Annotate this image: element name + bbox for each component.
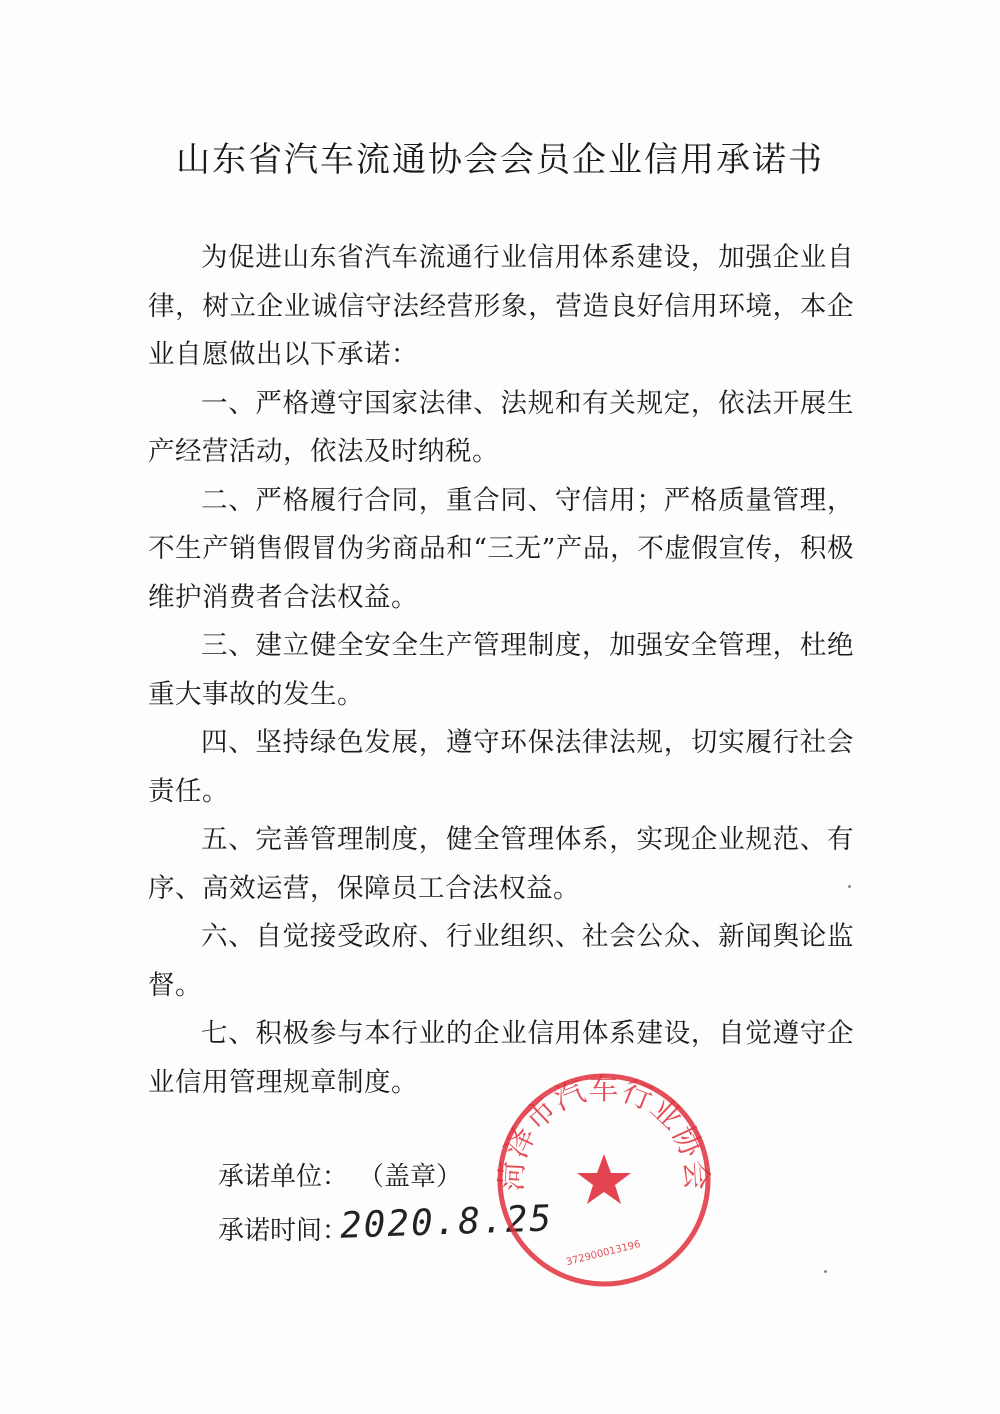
paragraph-intro: 为促进山东省汽车流通行业信用体系建设，加强企业自律，树立企业诚信守法经营形象，营造良好信用环境，本企业自愿做出以下承诺： [148, 242, 854, 370]
paragraph-item-5: 五、完善管理制度，健全管理体系，实现企业规范、有序、高效运营，保障员工合法权益。 [148, 824, 854, 904]
seal-code: 372900013196 [565, 1239, 642, 1269]
time-label: 承诺时间： [218, 1216, 349, 1246]
unit-row [218, 1150, 462, 1204]
paragraph-item-3: 三、建立健全安全生产管理制度，加强安全管理，杜绝重大事故的发生。 [148, 630, 854, 710]
handwritten-date: 2020.8.25 [339, 1198, 554, 1247]
document-body [148, 234, 854, 1107]
paragraph-item-7: 七、积极参与本行业的企业信用体系建设，自觉遵守企业信用管理规章制度。 [148, 1018, 854, 1098]
scan-speck [848, 885, 851, 888]
document-title: 山东省汽车流通协会会员企业信用承诺书 [176, 140, 824, 180]
official-seal [494, 1070, 714, 1290]
unit-value: （盖章） [358, 1162, 463, 1192]
paragraph-item-4: 四、坚持绿色发展，遵守环保法律法规，切实履行社会责任。 [148, 727, 854, 807]
paragraph-item-6: 六、自觉接受政府、行业组织、社会公众、新闻舆论监督。 [148, 921, 854, 1001]
paragraph-item-2: 二、严格履行合同，重合同、守信用；严格质量管理，不生产销售假冒伪劣商品和“三无”产品，不虚假宣传，积极维护消费者合法权益。 [148, 484, 854, 613]
unit-label: 承诺单位： [218, 1162, 349, 1192]
scan-speck [824, 1270, 827, 1273]
seal-text: 菏泽市汽车行业协会 [494, 1071, 714, 1193]
paragraph-item-1: 一、严格遵守国家法律、法规和有关规定，依法开展生产经营活动，依法及时纳税。 [148, 387, 854, 467]
seal-star-icon [577, 1154, 631, 1204]
